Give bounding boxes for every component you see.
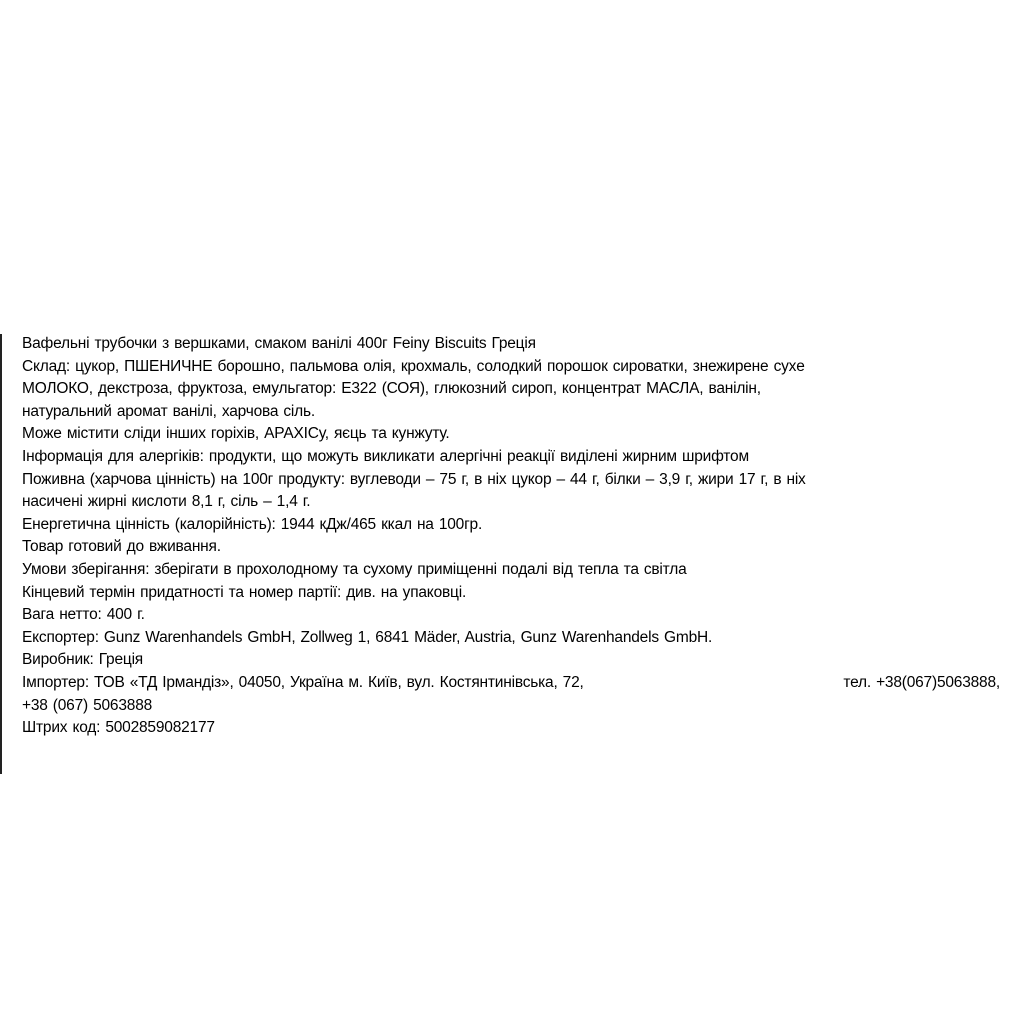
barcode-info: Штрих код: 5002859082177: [22, 719, 215, 737]
composition-line-3: натуральний аромат ванілі, харчова сіль.: [22, 402, 315, 420]
importer-line: [22, 672, 1000, 695]
exporter-info: Експортер: Gunz Warenhandels GmbH, Zollweg 1, 6841 Mäder, Austria, Gunz Warenhandels GmbH.: [22, 628, 713, 646]
storage-conditions: Умови зберігання: зберігати в прохолодному та сухому приміщенні подалі від тепла та світла: [22, 560, 687, 578]
traces-warning: Може містити сліди інших горіхів, АРАХІСу, яєць та кунжуту.: [22, 425, 450, 443]
net-weight: Вага нетто: 400 г.: [22, 606, 145, 624]
energy-value: Енергетична цінність (калорійність): 1944 кДж/465 ккал на 100гр.: [22, 515, 483, 533]
importer-phone-1: тел. +38(067)5063888,: [843, 673, 1000, 691]
nutrition-line-1: Поживна (харчова цінність) на 100г продукту: вуглеводи – 75 г, в ніх цукор – 44 г, білки – 3,9 г, жири 17 г, в ніх: [22, 470, 806, 488]
left-border-line: [0, 334, 2, 774]
allergen-info: Інформація для алергіків: продукти, що можуть викликати алергічні реакції виділені жирним шрифтом: [22, 447, 749, 465]
composition-line-1: Склад: цукор, ПШЕНИЧНЕ борошно, пальмова олія, кроxмаль, солодкий порошок сироватки, знежирене суxе: [22, 357, 805, 375]
expiry-info: Кінцевий термін придатності та номер партії: див. на упаковці.: [22, 583, 467, 601]
product-label-text: [22, 333, 1012, 740]
composition-line-2: МОЛОКО, декстроза, фруктоза, емульгатор: Е322 (СОЯ), глюкозний сироп, концентрат МАСЛА, ванілін,: [22, 380, 761, 398]
producer-info: Виробник: Греція: [22, 651, 144, 669]
nutrition-line-2: насичені жирні кислоти 8,1 г, сіль – 1,4 г.: [22, 493, 311, 511]
importer-info: Імпортер: ТОВ «ТД Ірмандіз», 04050, Україна м. Київ, вул. Костянтинівська, 72,: [22, 673, 584, 691]
ready-to-eat: Товар готовий до вживання.: [22, 538, 221, 556]
importer-phone-2: +38 (067) 5063888: [22, 696, 153, 714]
product-title: Вафельні трубочки з вершками, смаком ванілі 400г Feiny Biscuits Греція: [22, 335, 536, 352]
